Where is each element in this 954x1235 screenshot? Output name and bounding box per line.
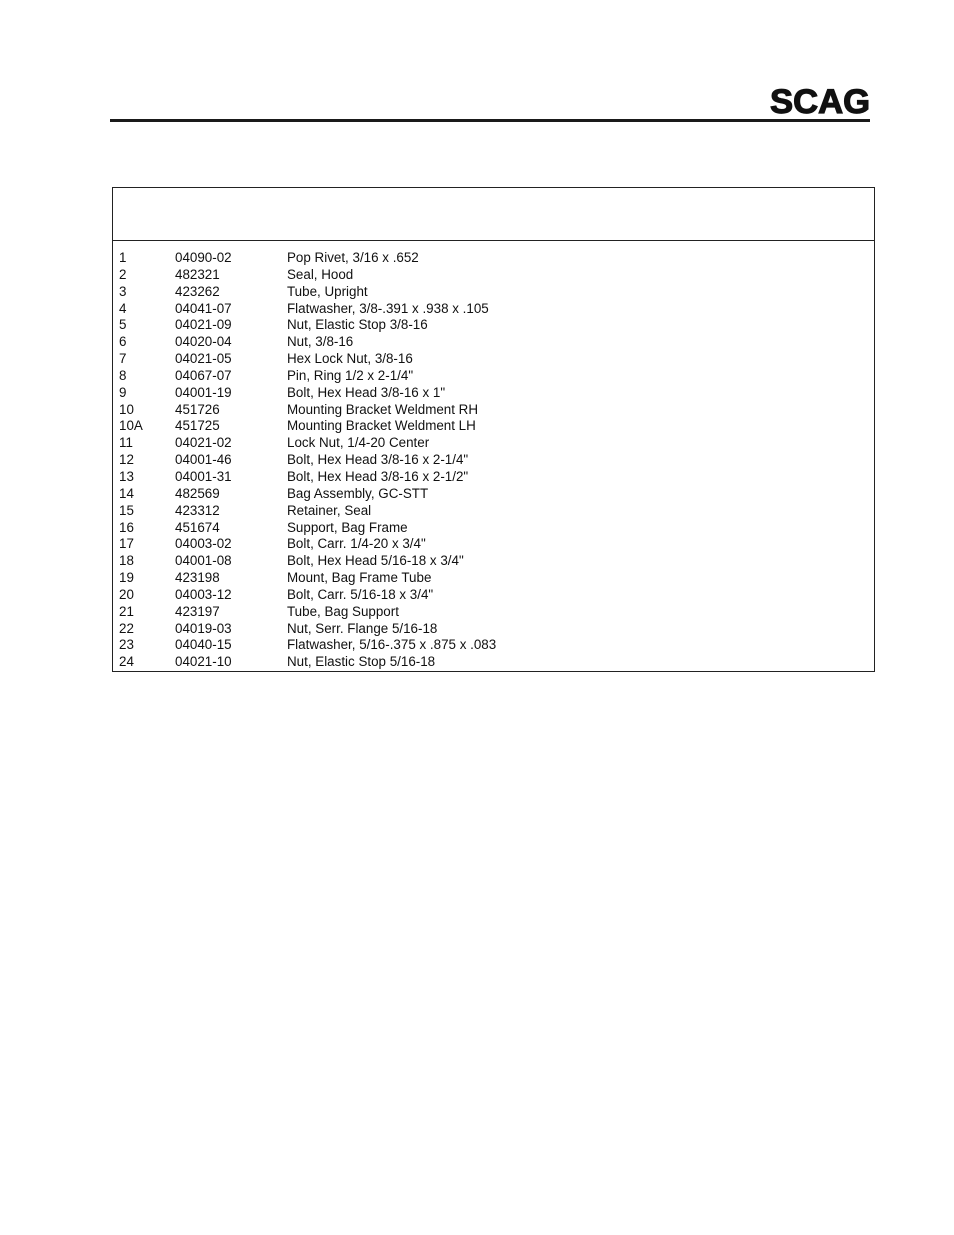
table-row [113, 385, 874, 402]
part-description: Bolt, Hex Head 5/16-18 x 3/4" [287, 553, 464, 569]
part-number: 04021-02 [175, 435, 232, 451]
part-description: Mounting Bracket Weldment LH [287, 418, 476, 434]
table-row [113, 334, 874, 351]
part-description: Tube, Bag Support [287, 603, 399, 619]
part-description: Bolt, Carr. 1/4-20 x 3/4" [287, 536, 426, 552]
part-number: 451725 [175, 418, 220, 434]
part-number: 04067-07 [175, 367, 232, 383]
table-row [113, 654, 874, 671]
part-description: Nut, Elastic Stop 3/8-16 [287, 317, 428, 333]
part-number: 04001-31 [175, 468, 232, 484]
parts-list-header [113, 188, 874, 241]
table-row [113, 317, 874, 334]
table-row [113, 621, 874, 638]
part-description: Pop Rivet, 3/16 x .652 [287, 250, 419, 265]
part-number: 423198 [175, 570, 220, 586]
table-row [113, 536, 874, 553]
part-description: Lock Nut, 1/4-20 Center [287, 435, 430, 451]
table-row [113, 368, 874, 385]
part-description: Flatwasher, 3/8-.391 x .938 x .105 [287, 300, 489, 316]
part-description: Mounting Bracket Weldment RH [287, 401, 479, 417]
table-row [113, 250, 874, 267]
part-number: 04040-15 [175, 637, 232, 653]
part-description: Pin, Ring 1/2 x 2-1/4" [287, 367, 414, 383]
part-number: 04003-02 [175, 536, 232, 552]
table-row [113, 486, 874, 503]
part-number: 04041-07 [175, 300, 232, 316]
part-number: 451674 [175, 519, 220, 535]
part-number: 482569 [175, 485, 220, 501]
parts-list-table [112, 187, 875, 672]
part-description: Bolt, Carr. 5/16-18 x 3/4" [287, 586, 434, 602]
part-number: 04001-46 [175, 452, 232, 468]
part-number: 04021-05 [175, 351, 232, 367]
table-row [113, 637, 874, 654]
table-row [113, 570, 874, 587]
ref-number: 22 [119, 620, 134, 636]
table-row [113, 267, 874, 284]
table-row [113, 452, 874, 469]
header-rule [110, 119, 870, 122]
ref-number: 20 [119, 586, 134, 602]
part-number: 482321 [175, 266, 220, 282]
part-number: 451726 [175, 401, 220, 417]
part-number: 04020-04 [175, 334, 232, 350]
ref-number: 18 [119, 553, 134, 569]
part-description: Tube, Upright [287, 283, 368, 299]
table-row [113, 351, 874, 368]
part-description: Mount, Bag Frame Tube [287, 570, 432, 586]
part-description: Bag Assembly, GC-STT [287, 485, 429, 501]
part-number: 04090-02 [175, 250, 232, 265]
part-number: 04021-10 [175, 654, 232, 670]
table-row [113, 402, 874, 419]
part-description: Nut, 3/8-16 [287, 334, 354, 350]
part-description: Bolt, Hex Head 3/8-16 x 1" [287, 384, 446, 400]
parts-list-rows [113, 241, 874, 671]
ref-number: 4 [119, 300, 127, 316]
table-row [113, 587, 874, 604]
ref-number: 8 [119, 367, 127, 383]
part-description: Bolt, Hex Head 3/8-16 x 2-1/2" [287, 468, 469, 484]
part-number: 04003-12 [175, 586, 232, 602]
ref-number: 19 [119, 570, 134, 586]
table-row [113, 301, 874, 318]
part-number: 04021-09 [175, 317, 232, 333]
table-row [113, 520, 874, 537]
ref-number: 5 [119, 317, 127, 333]
ref-number: 17 [119, 536, 134, 552]
part-number: 423262 [175, 283, 220, 299]
part-description: Hex Lock Nut, 3/8-16 [287, 351, 413, 367]
part-description: Support, Bag Frame [287, 519, 408, 535]
ref-number: 6 [119, 334, 127, 350]
scag-logo [770, 84, 870, 118]
table-row [113, 469, 874, 486]
ref-number: 21 [119, 603, 134, 619]
part-description: Retainer, Seal [287, 502, 372, 518]
ref-number: 7 [119, 351, 127, 367]
ref-number: 1 [119, 250, 127, 265]
ref-number: 12 [119, 452, 134, 468]
ref-number: 13 [119, 468, 134, 484]
ref-number: 10 [119, 401, 134, 417]
ref-number: 24 [119, 654, 134, 670]
ref-number: 23 [119, 637, 134, 653]
table-row [113, 284, 874, 301]
table-row [113, 553, 874, 570]
ref-number: 9 [119, 384, 127, 400]
part-number: 04001-08 [175, 553, 232, 569]
ref-number: 14 [119, 485, 134, 501]
part-description: Nut, Elastic Stop 5/16-18 [287, 654, 436, 670]
ref-number: 3 [119, 283, 127, 299]
part-description: Flatwasher, 5/16-.375 x .875 x .083 [287, 637, 497, 653]
ref-number: 16 [119, 519, 134, 535]
ref-number: 15 [119, 502, 134, 518]
table-row [113, 418, 874, 435]
part-description: Bolt, Hex Head 3/8-16 x 2-1/4" [287, 452, 469, 468]
part-description: Nut, Serr. Flange 5/16-18 [287, 620, 438, 636]
part-number: 04001-19 [175, 384, 232, 400]
scag-logo-text: SCAG [770, 84, 870, 118]
part-description: Seal, Hood [287, 266, 354, 282]
part-number: 423312 [175, 502, 220, 518]
table-row [113, 604, 874, 621]
ref-number: 11 [119, 435, 133, 451]
table-row [113, 435, 874, 452]
ref-number: 2 [119, 266, 127, 282]
ref-number: 10A [119, 418, 143, 434]
table-row [113, 503, 874, 520]
part-number: 04019-03 [175, 620, 232, 636]
part-number: 423197 [175, 603, 220, 619]
